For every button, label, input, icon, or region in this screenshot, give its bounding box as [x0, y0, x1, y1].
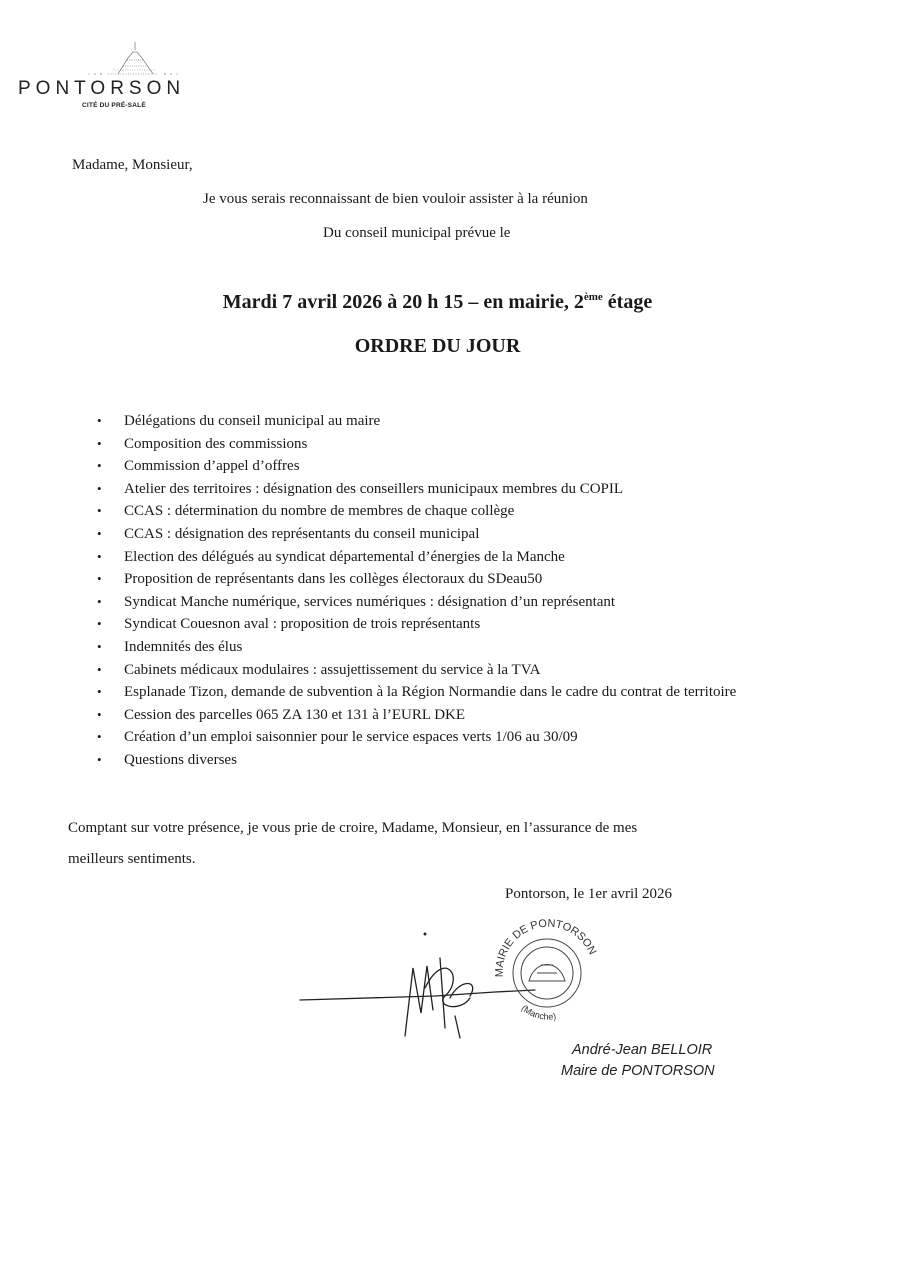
agenda-item-text: CCAS : désignation des représentants du conseil municipal	[124, 525, 480, 542]
agenda-item	[94, 478, 806, 501]
agenda-item-text: Proposition de représentants dans les collèges électoraux du SDeau50	[124, 571, 543, 588]
bullet-icon: •	[97, 706, 102, 722]
agenda-item-text: Syndicat Couesnon aval : proposition de trois représentants	[124, 616, 481, 633]
agenda-item-text: Atelier des territoires : désignation des conseillers municipaux membres du COPIL	[124, 480, 624, 497]
bullet-icon: •	[97, 503, 102, 519]
agenda-item-text: Syndicat Manche numérique, services numériques : désignation d’un représentant	[124, 593, 616, 610]
agenda-item	[94, 591, 806, 614]
agenda-item	[94, 659, 806, 682]
agenda-item-text: Questions diverses	[124, 751, 237, 768]
agenda-item	[94, 500, 806, 523]
agenda-item	[94, 749, 806, 772]
agenda-item	[94, 568, 806, 591]
bullet-icon: •	[97, 638, 102, 654]
agenda-item-text: Commission d’appel d’offres	[124, 458, 300, 475]
agenda-item-text: Indemnités des élus	[124, 638, 243, 655]
town-hall-seal	[485, 915, 605, 1025]
intro-line-2: Du conseil municipal prévue le	[323, 225, 511, 241]
signer-name: André-Jean BELLOIR	[572, 1042, 713, 1058]
agenda-item	[94, 704, 806, 727]
agenda-item	[94, 410, 806, 433]
agenda-item-text: Esplanade Tizon, demande de subvention à la Région Normandie dans le cadre du contrat de territoire	[124, 684, 737, 701]
agenda-title: ORDRE DU JOUR	[354, 335, 521, 357]
agenda-item-text: Composition des commissions	[124, 435, 308, 452]
agenda-item	[94, 546, 806, 569]
salutation: Madame, Monsieur,	[72, 157, 193, 173]
signer-title: Maire de PONTORSON	[561, 1063, 715, 1079]
agenda-item-text: Election des délégués au syndicat départemental d’énergies de la Manche	[124, 548, 565, 565]
agenda-item	[94, 613, 806, 636]
agenda-item	[94, 433, 806, 456]
meeting-date-heading	[0, 289, 875, 315]
agenda-item	[94, 726, 806, 749]
agenda-item-text: Cabinets médicaux modulaires : assujettissement du service à la TVA	[124, 661, 541, 678]
intro-line-1: Je vous serais reconnaissant de bien vouloir assister à la réunion	[203, 191, 588, 207]
closing-line-1: Comptant sur votre présence, je vous prie de croire, Madame, Monsieur, en l’assurance de mes	[68, 820, 638, 836]
mont-saint-michel-icon	[73, 40, 193, 80]
agenda-list	[94, 410, 806, 772]
bullet-icon: •	[97, 435, 102, 451]
agenda-item	[94, 523, 806, 546]
place-date: Pontorson, le 1er avril 2026	[505, 886, 673, 902]
bullet-icon: •	[97, 413, 102, 428]
bullet-icon: •	[97, 525, 102, 541]
agenda-item-text: Délégations du conseil municipal au maire	[124, 413, 381, 429]
agenda-item-text: Cession des parcelles 065 ZA 130 et 131 à l’EURL DKE	[124, 706, 466, 723]
agenda-item	[94, 455, 806, 478]
agenda-item	[94, 681, 806, 704]
bullet-icon: •	[97, 684, 102, 700]
bullet-icon: •	[97, 616, 102, 632]
bullet-icon: •	[97, 548, 102, 564]
town-name: PONTORSON	[18, 78, 186, 99]
closing-line-2: meilleurs sentiments.	[68, 851, 196, 867]
agenda-item-text: Création d’un emploi saisonnier pour le service espaces verts 1/06 au 30/09	[124, 729, 578, 746]
bullet-icon: •	[97, 593, 102, 609]
meeting-floor-superscript: ème	[583, 291, 603, 303]
bullet-icon: •	[97, 751, 102, 767]
bullet-icon: •	[97, 458, 102, 474]
bullet-icon: •	[97, 729, 102, 745]
meeting-floor-word: étage	[602, 291, 653, 313]
agenda-item-text: CCAS : détermination du nombre de membres de chaque collège	[124, 503, 515, 520]
bullet-icon: •	[97, 661, 102, 677]
bullet-icon: •	[97, 571, 102, 587]
town-logo	[18, 40, 218, 120]
agenda-item	[94, 636, 806, 659]
bullet-icon: •	[97, 480, 102, 496]
meeting-main: Mardi 7 avril 2026 à 20 h 15 – en mairie, 2	[222, 291, 584, 313]
town-tagline: CITÉ DU PRÉ-SALÉ	[82, 102, 146, 109]
seal-text-top: MAIRIE DE PONTORSON	[493, 917, 599, 978]
seal-text-bottom: (Manche)	[519, 1002, 557, 1022]
